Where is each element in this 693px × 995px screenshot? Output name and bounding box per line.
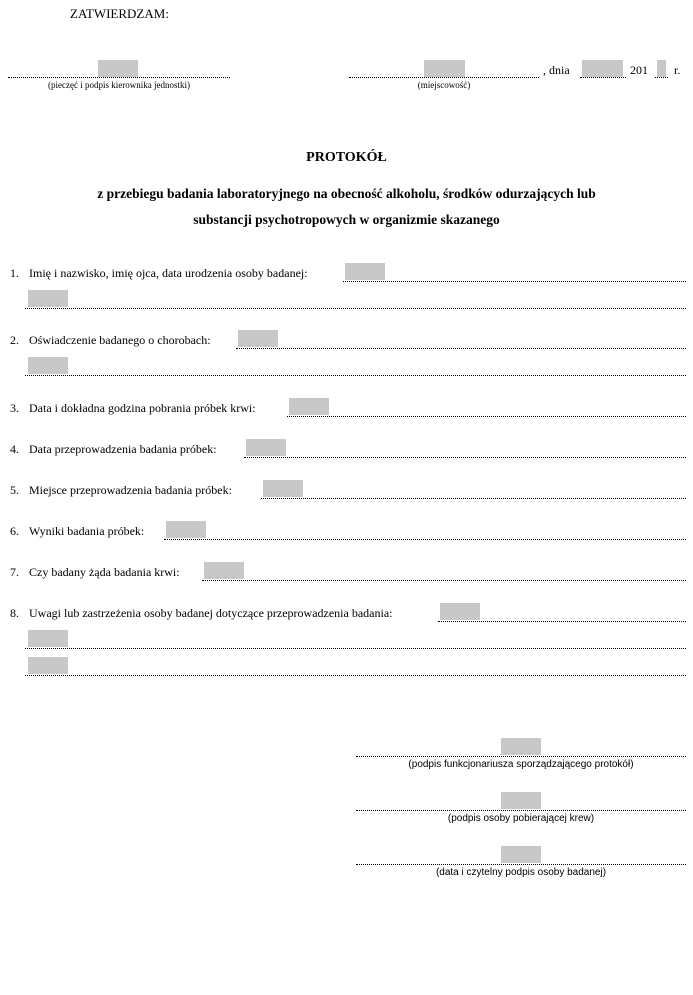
item-label-remarks: Uwagi lub zastrzeżenia osoby badanej dotyczące przeprowadzenia badania:	[29, 606, 393, 620]
document-title: PROTOKÓŁ	[306, 150, 387, 165]
year-dotted-line	[655, 77, 668, 78]
subtitle-line-2: substancji psychotropowych w organizmie skazanego	[193, 212, 500, 227]
signature-dotted-line	[356, 864, 686, 865]
signature-dotted-line	[356, 810, 686, 811]
dotted-line	[236, 348, 686, 349]
dotted-line	[25, 648, 686, 649]
year-field[interactable]	[657, 60, 666, 77]
item-number: 5.	[10, 483, 19, 497]
dotted-line	[25, 675, 686, 676]
dotted-line	[343, 281, 686, 282]
test-date-field[interactable]	[246, 439, 286, 456]
item-label-results: Wyniki badania próbek:	[29, 524, 145, 538]
approve-heading: ZATWIERDZAM:	[70, 6, 169, 21]
place-caption: (miejscowość)	[417, 80, 471, 90]
year-prefix: 201	[630, 63, 648, 77]
item-number: 6.	[10, 524, 19, 538]
blood-taker-signature-caption: (podpis osoby pobierającej krew)	[447, 813, 595, 824]
year-suffix: r.	[674, 63, 681, 77]
date-field[interactable]	[582, 60, 623, 77]
item-number: 7.	[10, 565, 19, 579]
dotted-line	[438, 621, 686, 622]
item-number: 8.	[10, 606, 19, 620]
dotted-line	[25, 375, 686, 376]
place-field[interactable]	[424, 60, 465, 77]
personal-data-field[interactable]	[345, 263, 385, 280]
item-label-blood-request: Czy badany żąda badania krwi:	[29, 565, 180, 579]
examined-signature-caption: (data i czytelny podpis osoby badanej)	[435, 867, 607, 878]
remarks-field[interactable]	[440, 603, 480, 620]
examined-signature-field[interactable]	[501, 846, 541, 863]
item-number: 2.	[10, 333, 19, 347]
dotted-line	[244, 457, 686, 458]
diseases-field-continued[interactable]	[28, 357, 68, 374]
item-label-sample-time: Data i dokładna godzina pobrania próbek krwi:	[29, 401, 256, 415]
results-field[interactable]	[166, 521, 206, 538]
item-number: 3.	[10, 401, 19, 415]
personal-data-field-continued[interactable]	[28, 290, 68, 307]
sample-time-field[interactable]	[289, 398, 329, 415]
date-dotted-line	[580, 77, 626, 78]
blood-request-field[interactable]	[204, 562, 244, 579]
officer-signature-caption: (podpis funkcjonariusza sporządzającego protokół)	[408, 759, 634, 770]
item-label-test-date: Data przeprowadzenia badania próbek:	[29, 442, 217, 456]
item-label-diseases: Oświadczenie badanego o chorobach:	[29, 333, 211, 347]
remarks-field-continued-2[interactable]	[28, 657, 68, 674]
dotted-line	[25, 308, 686, 309]
place-dotted-line	[349, 77, 539, 78]
diseases-field[interactable]	[238, 330, 278, 347]
test-place-field[interactable]	[263, 480, 303, 497]
dotted-line	[164, 539, 686, 540]
stamp-caption: (pieczęć i podpis kierownika jednostki)	[48, 80, 190, 90]
officer-signature-field[interactable]	[501, 738, 541, 755]
dotted-line	[202, 580, 686, 581]
subtitle-line-1: z przebiegu badania laboratoryjnego na obecność alkoholu, środków odurzających lub	[97, 186, 596, 201]
blood-taker-signature-field[interactable]	[501, 792, 541, 809]
remarks-field-continued-1[interactable]	[28, 630, 68, 647]
item-label-personal-data: Imię i nazwisko, imię ojca, data urodzenia osoby badanej:	[29, 266, 308, 280]
stamp-signature-field[interactable]	[98, 60, 138, 77]
date-prefix: , dnia	[543, 63, 570, 77]
signature-dotted-line	[356, 756, 686, 757]
stamp-dotted-line	[8, 77, 230, 78]
item-number: 1.	[10, 266, 19, 280]
item-label-test-place: Miejsce przeprowadzenia badania próbek:	[29, 483, 232, 497]
item-number: 4.	[10, 442, 19, 456]
dotted-line	[261, 498, 686, 499]
dotted-line	[287, 416, 686, 417]
